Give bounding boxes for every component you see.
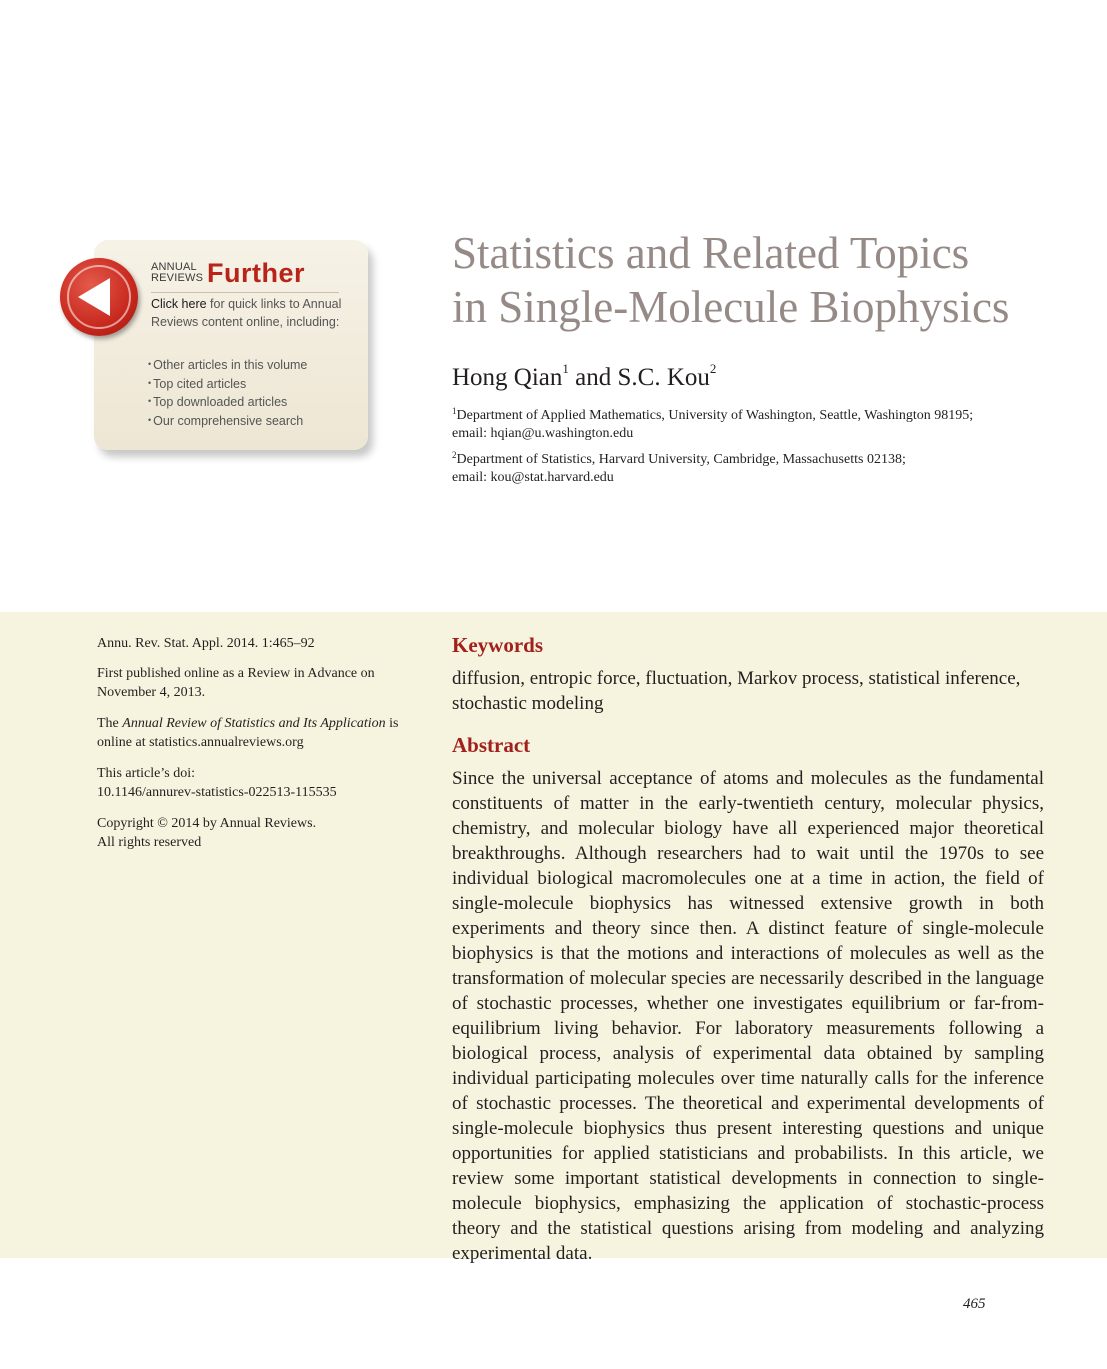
article-title: Statistics and Related Topics in Single-Molecule Biophysics bbox=[452, 228, 1010, 332]
doi-link[interactable]: 10.1146/annurev-statistics-022513-115535 bbox=[97, 785, 337, 800]
further-link-search[interactable]: • Our comprehensive search bbox=[148, 412, 307, 431]
abstract-text: Since the universal acceptance of atoms and molecules as the fundamental constituents of matter in the early-twentieth century, molecular physics, chemistry, and molecular biology have all experienced major theoretical breakthroughs. Although researchers had to wait until the 1970s to see individual biological macromolecules one at a time in action, the field of single-molecule biophysics has witnessed extensive growth in both experiments and theory since then. A distinct feature of single-molecule biophysics is that the motions and interactions of molecules as well as the transformation of molecular species are necessarily described in the language of stochastic processes, whether one investigates equilibrium or far-from-equilibrium living behavior. For laboratory measurements following a biological process, analysis of experimental data obtained by sampling individual participating molecules over time naturally calls for the inference of stochastic processes. The theoretical and experimental developments of single-molecule biophysics thus present interesting questions and unique opportunities for applied statisticians and probabilists. In this article, we review some important statistical developments in connection to single-molecule biophysics, emphasizing the application of stochastic-process theory and the statistical questions arising from modeling and analyzing experimental data. bbox=[452, 768, 1044, 1264]
further-link-top-cited[interactable]: • Top cited articles bbox=[148, 375, 307, 394]
publication-note: First published online as a Review in Advance on November 4, 2013. bbox=[97, 666, 375, 700]
abstract-heading: Abstract bbox=[452, 733, 531, 757]
copyright: Copyright © 2014 by Annual Reviews. All rights reserved bbox=[97, 816, 317, 850]
further-intro: Click here for quick links to Annual Reviews content online, including: bbox=[151, 297, 342, 329]
further-title: Further bbox=[207, 258, 305, 288]
further-divider bbox=[151, 292, 339, 293]
journal-online-note: The Annual Review of Statistics and Its Application is online at statistics.annualreviews.org bbox=[97, 716, 399, 750]
click-here-link[interactable]: Click here bbox=[151, 297, 207, 311]
doi-block: This article’s doi: 10.1146/annurev-statistics-022513-115535 bbox=[97, 764, 417, 802]
author-name: Hong Qian bbox=[452, 364, 563, 391]
further-links bbox=[148, 356, 307, 430]
author-name: S.C. Kou bbox=[617, 364, 710, 391]
affiliation-1: $^1$Department of Applied Mathematics, University of Washington, Seattle, Washington 98195; email: hqian@u.washington.edu bbox=[452, 406, 974, 441]
keywords-text: diffusion, entropic force, fluctuation, Markov process, statistical inference, stochastic modeling bbox=[452, 668, 1021, 714]
page-number: 465 bbox=[963, 1296, 986, 1312]
affiliation-2: $^2$Department of Statistics, Harvard University, Cambridge, Massachusetts 02138; email: kou@stat.harvard.edu bbox=[452, 450, 906, 485]
back-arrow-icon[interactable] bbox=[60, 258, 138, 336]
keywords-heading: Keywords bbox=[452, 633, 543, 657]
further-link-other-articles[interactable]: • Other articles in this volume bbox=[148, 356, 307, 375]
further-link-top-downloaded[interactable]: • Top downloaded articles bbox=[148, 393, 307, 412]
citation: Annu. Rev. Stat. Appl. 2014. 1:465–92 bbox=[97, 636, 315, 651]
author-line: Hong Qian$^1$ and S.C. Kou$^2$ bbox=[452, 361, 717, 391]
annual-reviews-logo: ANNUAL REVIEWS bbox=[151, 261, 204, 284]
